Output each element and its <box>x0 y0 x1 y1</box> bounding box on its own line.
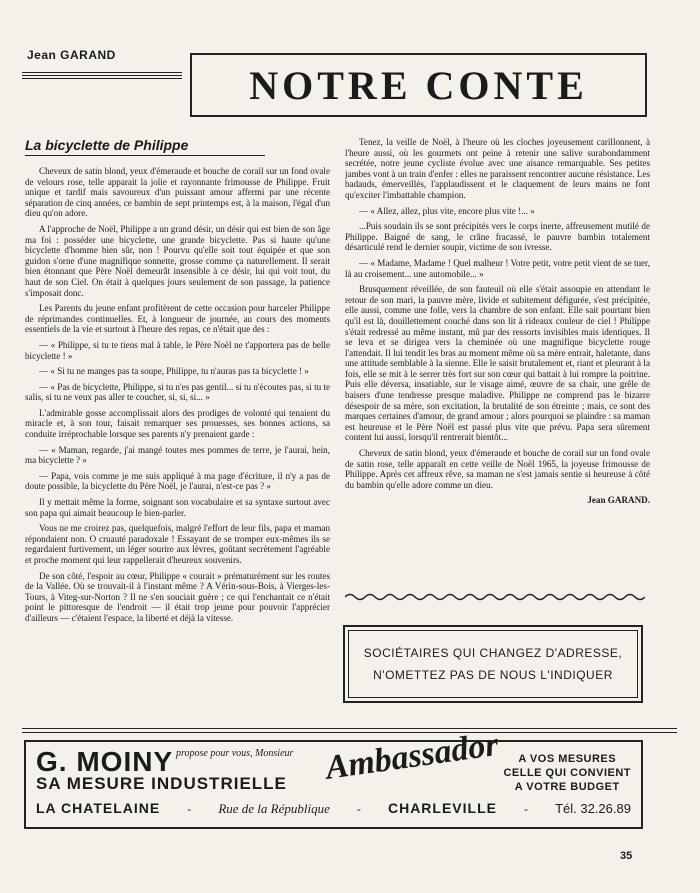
ad-brand-name: G. MOINY <box>36 746 174 777</box>
advertisement <box>24 725 643 829</box>
dialogue-line: — « Allez, allez, plus vite, encore plus vite !... » <box>359 205 535 216</box>
story-column-left <box>25 166 330 736</box>
paragraph: Vous ne me croirez pas, quelquefois, malgré l'effort de leur fils, papa et maman répondaient non. O cruauté paradoxale ! Essayant de se tromper eux-mêmes ils se regardaient furtivement, un léger sourire aux lèvres, goûtant secrètement l'agréable et proche moment qui leur rappellerait d'heureux souvenirs. <box>25 523 330 565</box>
ad-separator: - <box>356 802 361 816</box>
dialogue-line: — « Madame, Madame ! Quel malheur ! Votre petit, votre petit vient de se tuer, là au croisement... une automobile... » <box>345 257 650 279</box>
notice-line-1: SOCIÉTAIRES QUI CHANGEZ D'ADRESSE, <box>363 646 623 660</box>
paragraph: Les Parents du jeune enfant profitèrent de cette occasion pour harceler Philippe de réprimandes continuelles. Et, à longueur de journée, au cours des moments essentiels de la vie et surtout à l'heure des repas, ce n'était que des : <box>25 303 330 335</box>
story-column-right <box>345 137 650 577</box>
paragraph: Tenez, la veille de Noël, à l'heure où les cloches joyeusement carillonnent, à l'heure aussi, où les gourmets ont peine à retenir une salive surabondamment secrétée, notre jeune cycliste évolue avec une aisance remarquable. Ses petites jambes vont à un train d'enfer : elles ne paraissent rencontrer aucune résistance. Les badauds, émerveillés, l'applaudissent et le claquement de leurs mains ne font qu'exciter l'imbattable champion. <box>345 137 650 200</box>
ad-ambassador-logo: Ambassador <box>323 725 501 787</box>
ad-separator: - <box>524 802 529 816</box>
ad-city: CHARLEVILLE <box>387 800 497 816</box>
notice-line-2: N'OMETTEZ PAS DE NOUS L'INDIQUER <box>373 668 613 682</box>
ad-address-line <box>36 800 631 817</box>
address-notice-inner <box>348 630 638 698</box>
address-notice-box <box>343 625 643 703</box>
paragraph: De son côté, l'espoir au cœur, Philippe « courait » prématurément sur les routes de la Vallée. Où se trouvait-il à l'instant même ? A Vérin-sous-Bois, à Vierges-les-Tours, à Viteg-sur-Norton ? Il ne s'en souciait guère ; ce qui l'enchantait ce n'était point le pittoresque de l'endroit — il était trop jeune pour pouvoir l'apprécier d'ailleurs — c'étaient l'espace, la liberté et déjà la vitesse. <box>25 570 330 623</box>
story-title-underline <box>25 155 265 156</box>
ad-slogan <box>503 752 631 794</box>
ad-mesure-text: SA MESURE INDUSTRIELLE <box>36 774 287 793</box>
paragraph: L'admirable gosse accomplissait alors des prodiges de volonté qui tenaient du miracle et, à son tour, faisait remarquer ses prouesses, ses bonnes actions, sa conduite irréprochable lorsque ses parents n'y prenaient garde : <box>25 407 330 440</box>
paragraph: ...Puis soudain ils se sont précipités vers le corps inerte, affreusement mutilé de Philippe. Baigné de sang, le crâne fracassé, le pauvre bambin totalement désarticulé rend le dernier soupir, victime de son ivresse. <box>345 221 650 253</box>
ad-street: Rue de la République <box>218 801 330 816</box>
header-author: Jean GARAND <box>27 48 116 62</box>
section-title: NOTRE CONTE <box>190 53 647 117</box>
wavy-divider <box>345 592 645 602</box>
ad-telephone: Tél. 32.26.89 <box>555 801 631 816</box>
paragraph: A l'approche de Noël, Philippe a un grand désir, un désir qui est bien de son âge ma foi : posséder une bicyclette, une grande bicyclette. Pas si haute qu'une bicyclette d'homme bien sûr, non ! Pourvu qu'elle soit tout équipée et que son guidon s'orne d'une magnifique sonnette, grosse comme ça naturellement. Il serait bien étonnant que Père Noël demeurât insensible à ce désir, lui qui voit tout, du haut de son Ciel. On était à quelques jours seulement de son passage, la patience s'imposait donc. <box>25 223 330 298</box>
ad-slogan-line-3: A VOTRE BUDGET <box>514 781 620 793</box>
footer-rule <box>22 728 677 733</box>
ad-separator: - <box>187 802 192 816</box>
dialogue-line: — « Philippe, si tu te tiens mal à table, le Père Noël ne t'apportera pas de belle bicyclette ! » <box>25 339 330 361</box>
dialogue-line: — Papa, vois comme je me suis appliqué à ma page d'écriture, il n'y a pas de doute possible, la bicyclette du Père Noël, je l'aurai, n'est-ce pas ? » <box>25 470 330 492</box>
ad-slogan-line-2: CELLE QUI CONVIENT <box>503 767 631 779</box>
story-title: La bicyclette de Philippe <box>25 137 189 153</box>
dialogue-line: — « Maman, regarde, j'ai mangé toutes mes pommes de terre, je l'aurai, hein, ma bicyclette ? » <box>25 444 330 466</box>
paragraph: Il y mettait même la forme, soignant son vocabulaire et sa syntaxe surtout avec son papa qui aimait beaucoup le bien-parler. <box>25 497 330 518</box>
paragraph: Brusquement réveillée, de son fauteuil où elle s'était assoupie en attendant le retour de son mari, la pauvre mère, livide et subitement défigurée, s'est précipitée, elle aussi, comme une folle, vers la chambre de son enfant. Elle sait pourtant bien qu'il est là, douillettement couché dans son lit à rideaux couleur de ciel ! Philippe s'était redressé au même instant, mû par des ressorts invisibles mais identiques. Il se leva et se dirigea vers la cheminée où une magnifique bicyclette rouge l'attendait. Il lui tendit les bras au moment même où sa mère entrait, haletante, dans une attitude semblable à la sienne. Elle le saisit brutalement et, riant et pleurant à la fois, elle se mit à le serrer très fort sur son cœur qui battait à lui rompre la poitrine. Puis elle déversa, insatiable, sur le visage aimé, œuvre de sa chair, une grêle de baisers d'une tendresse presque maladive. Philippe ne comprend pas le bizarre désespoir de sa mère, son excitation, la brutalité de son étreinte ; mais, ce sont des marques certaines d'amour, de grand amour ; alors pourquoi se plaindre : sa maman est heureuse et le Père Noël est passé plus vite que prévu. Papa sera sûrement content lui aussi, lorsqu'il rentrerait bientôt... <box>345 284 650 443</box>
ad-shop-name: LA CHATELAINE <box>36 800 161 816</box>
ad-slogan-line-1: A VOS MESURES <box>518 753 617 765</box>
page-number: 35 <box>620 850 633 862</box>
ad-propose-text: propose pour vous, Monsieur <box>176 748 294 759</box>
story-signature: Jean GARAND. <box>587 495 650 506</box>
dialogue-line: — « Pas de bicyclette, Philippe, si tu n'es pas gentil... si tu n'écoutes pas, si tu te salis, si tu ne veux pas aller te coucher, si, si, si... » <box>25 381 330 403</box>
header-rule-lines <box>22 72 182 84</box>
dialogue-line: — « Si tu ne manges pas ta soupe, Philippe, tu n'auras pas ta bicyclette ! » <box>39 366 309 377</box>
paragraph: Cheveux de satin blond, yeux d'émeraude et bouche de corail sur un fond ovale de velours rose, telle apparait la jolie et rayonnante frimousse de Philippe. Fruit unique et tardif mais savoureux d'un puissant amour affermi par une récente séparation de cinq années, ce bambin de sept printemps est, à la maison, l'égal d'un dieu qu'on adore. <box>25 166 330 219</box>
paragraph: Cheveux de satin blond, yeux d'émeraude et bouche de corail sur un fond ovale de satin rose, telle apparaît en cette veille de Noël 1965, la joyeuse frimousse de Philippe. Après cet affreux rêve, sa maman ne s'est jamais sentie si heureuse à côté du bambin qu'elle adore comme un dieu. <box>345 448 650 490</box>
